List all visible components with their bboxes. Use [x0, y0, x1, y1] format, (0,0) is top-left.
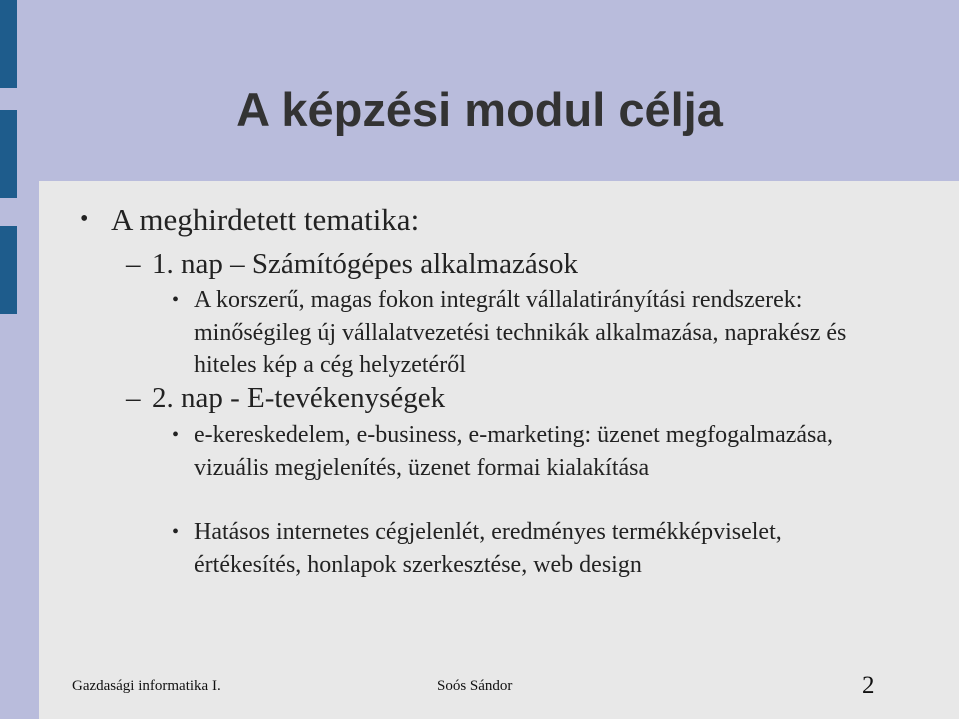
accent-bar-top — [0, 0, 17, 88]
sub-bullet-text: 2. nap - E-tevékenységek — [152, 382, 446, 414]
bullet-marker: • — [80, 206, 89, 232]
detail-bullet-text: A korszerű, magas fokon integrált vállalatirányítási rendszerek: minőségileg új vállalatvezetési technikák alkalmazása, naprakész és hiteles kép a cég helyzetéről — [194, 287, 847, 378]
page-number: 2 — [862, 672, 875, 699]
footer-author: Soós Sándor — [437, 678, 513, 694]
slide-title: A képzési modul célja — [236, 83, 723, 136]
sub-bullet-text: 1. nap – Számítógépes alkalmazások — [152, 248, 579, 280]
accent-bar-bottom — [0, 226, 17, 314]
dash-marker: – — [126, 248, 141, 280]
bullet-marker: • — [172, 521, 180, 543]
bullet-marker: • — [172, 424, 180, 446]
dash-marker: – — [126, 382, 141, 414]
detail-bullet-text: e-kereskedelem, e-business, e-marketing: üzenet megfogalmazása, vizuális megjelenítés, üzenet formai kialakítása — [194, 422, 834, 481]
detail-bullet-text: Hatásos internetes cégjelenlét, eredményes termékképviselet, értékesítés, honlapok szerkesztése, web design — [194, 519, 782, 578]
bullet-marker: • — [172, 289, 180, 311]
bullet-text: A meghirdetett tematika: — [111, 202, 420, 237]
footer-course: Gazdasági informatika I. — [72, 678, 221, 694]
